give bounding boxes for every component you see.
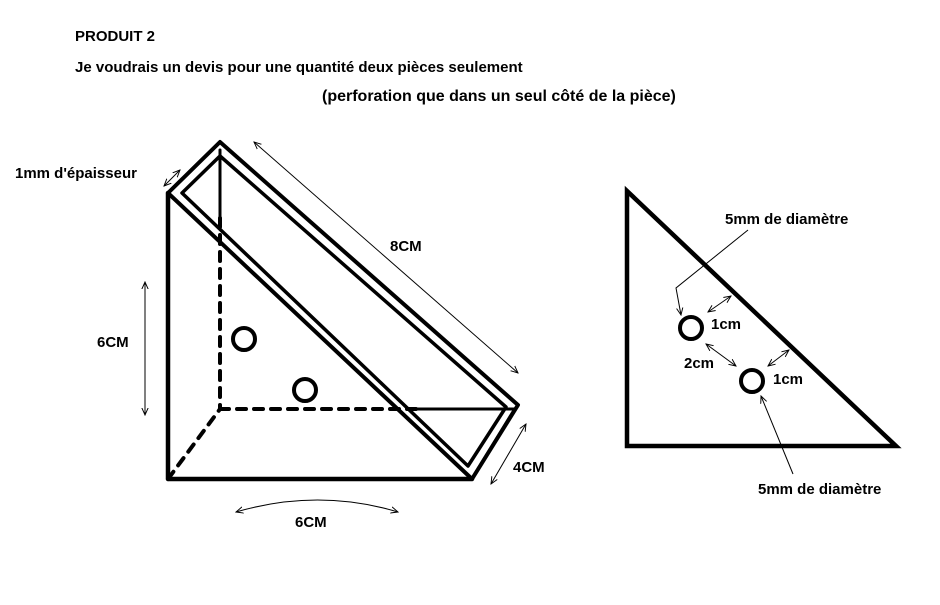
edge-distance-arrow-1 [708, 296, 731, 312]
hypotenuse-label: 8CM [390, 238, 422, 255]
edge-distance-arrow-2 [768, 350, 789, 366]
thickness-label: 1mm d'épaisseur [15, 165, 137, 182]
hypotenuse-plate-inner [182, 156, 506, 466]
diameter-label-bottom: 5mm de diamètre [758, 481, 882, 498]
triangle-piece-3d [168, 142, 518, 479]
edge-distance-label-1: 1cm [711, 316, 742, 333]
hypotenuse-dimension-arrow [254, 142, 518, 373]
height-label: 6CM [97, 334, 129, 351]
triangle-side-view [627, 191, 896, 446]
side-view-outline [627, 191, 896, 446]
perforation-note: (perforation que dans un seul côté de la pièce) [322, 88, 676, 105]
base-dimension-arrow [236, 500, 398, 512]
perforation-hole [741, 370, 763, 392]
perforation-hole [680, 317, 702, 339]
edge-distance-label-2: 1cm [773, 371, 804, 388]
hole-circle [294, 379, 316, 401]
quote-request-text: Je voudrais un devis pour une quantité deux pièces seulement [75, 59, 523, 76]
diameter-label-top: 5mm de diamètre [725, 211, 849, 228]
hidden-depth-edge [168, 409, 220, 479]
base-label: 6CM [295, 514, 327, 531]
hole-spacing-label: 2cm [684, 355, 715, 372]
diameter-leader-bottom [761, 396, 793, 474]
hole-circle [233, 328, 255, 350]
depth-label: 4CM [513, 459, 545, 476]
product-title: PRODUIT 2 [75, 28, 156, 45]
